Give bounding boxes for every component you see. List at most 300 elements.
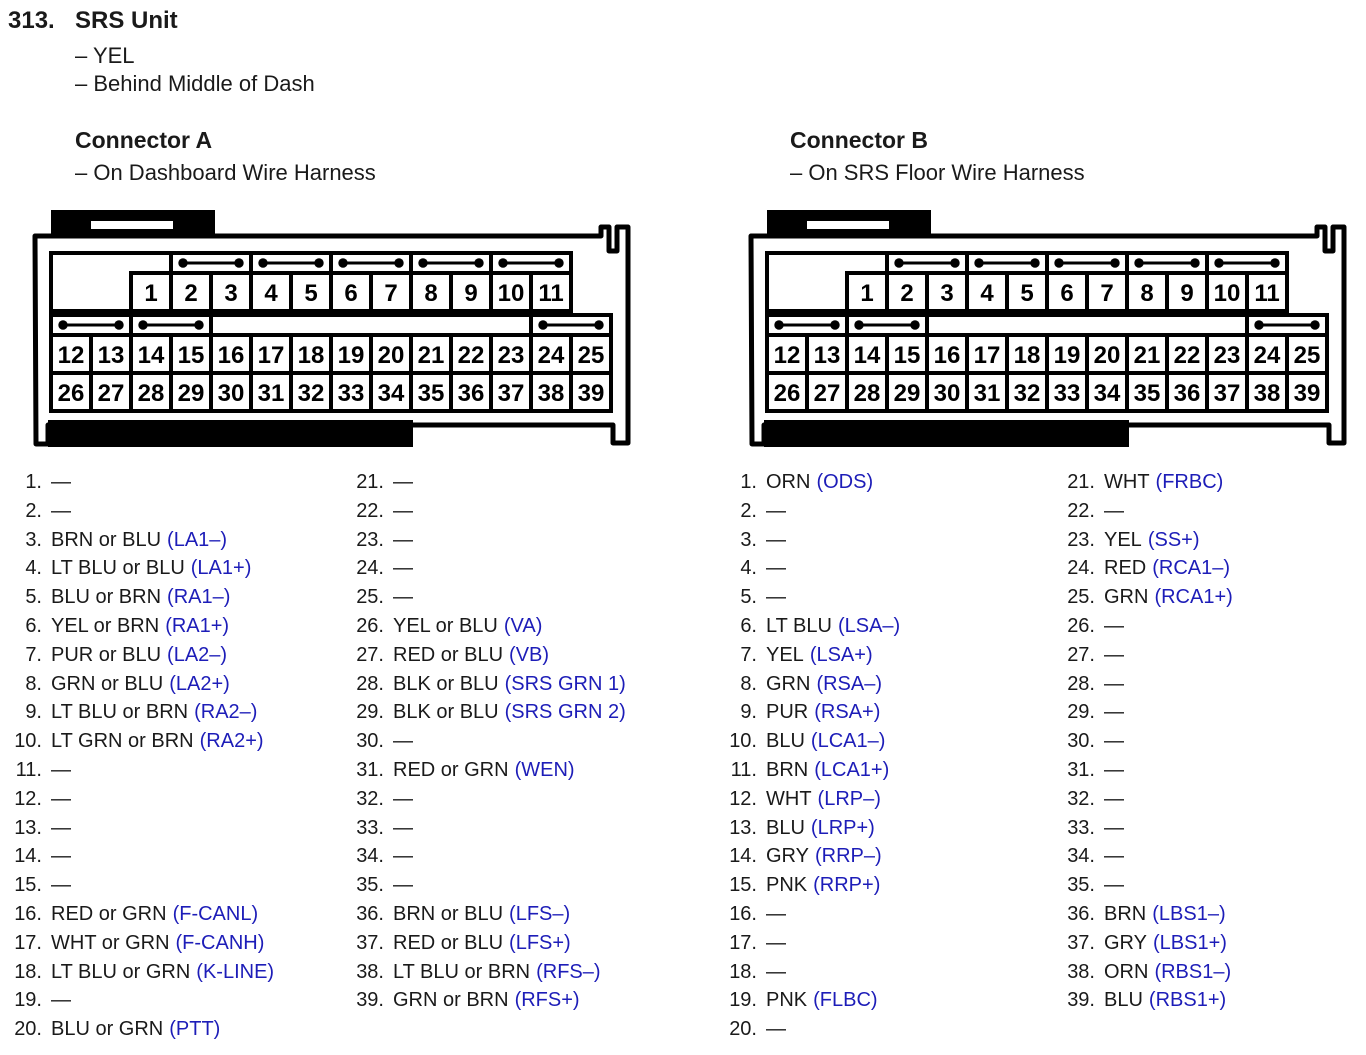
pin-wire-color: — (766, 1018, 786, 1041)
pin-row (4, 698, 339, 727)
connector-a-pin-list-right (346, 468, 681, 1015)
jumper-dot (1270, 258, 1279, 267)
connector-b-heading: Connector B (790, 127, 928, 153)
pin-wire-color: WHT (1104, 471, 1150, 493)
pin-number: 26. (356, 614, 384, 637)
pin-description (766, 814, 875, 843)
pin-cell-label: 16 (933, 342, 961, 369)
pin-number: 3. (740, 528, 757, 551)
pin-cell-label: 6 (344, 280, 358, 307)
pin-description (51, 554, 251, 583)
pin-cell-label: 24 (1253, 342, 1281, 369)
pin-cell-label: 32 (297, 380, 325, 407)
pin-number: 7. (25, 643, 42, 666)
pin-description (766, 698, 880, 727)
jumper-dot (894, 258, 903, 267)
pin-row (719, 958, 1054, 987)
pin-wire-color: — (51, 845, 71, 868)
item-number: 313. (8, 7, 55, 34)
pin-wire-color: BRN or BLU (51, 528, 162, 551)
pin-row (1057, 814, 1366, 843)
pin-row (1057, 727, 1366, 756)
pin-cell-label: 10 (497, 280, 525, 307)
jumper-dot (1214, 258, 1223, 267)
pin-number: 24. (356, 557, 384, 580)
pin-row (4, 986, 339, 1015)
pin-description (766, 871, 880, 900)
pin-row (719, 698, 1054, 727)
pin-description (1104, 612, 1130, 641)
pin-description (51, 756, 77, 785)
pin-wire-color: — (766, 960, 786, 983)
pin-cell-label: 27 (813, 380, 841, 407)
pin-signal-name: (LCA1+) (814, 758, 890, 781)
pin-number: 10. (729, 730, 757, 753)
jumper-dot (498, 258, 507, 267)
pin-number: 31. (1067, 758, 1095, 781)
pin-cell-label: 37 (1213, 380, 1241, 407)
pin-number: 6. (25, 614, 42, 637)
pin-number: 1. (25, 471, 42, 493)
pin-wire-color: RED or BLU (393, 931, 504, 954)
pin-number: 14. (729, 845, 757, 868)
pin-number: 8. (25, 672, 42, 695)
pin-wire-color: GRY (766, 845, 809, 868)
pin-description (1104, 698, 1130, 727)
pin-row (1057, 468, 1366, 497)
pin-wire-color: GRN or BRN (393, 989, 509, 1012)
pin-number: 30. (356, 730, 384, 753)
pin-number: 15. (14, 874, 42, 897)
pin-wire-color: BLK or BLU (393, 701, 499, 724)
pin-number: 16. (729, 902, 757, 925)
pin-number: 21. (356, 471, 384, 493)
pin-description (51, 727, 264, 756)
pin-row (719, 612, 1054, 641)
pin-wire-color: — (51, 471, 71, 493)
pin-signal-name: (LFS–) (509, 902, 571, 925)
pin-row (4, 526, 339, 555)
jumper-dot (138, 320, 147, 329)
pin-row (4, 900, 339, 929)
pin-description (51, 900, 258, 929)
pin-cell-label: 36 (1173, 380, 1201, 407)
pin-description (1104, 785, 1130, 814)
pin-description (766, 842, 882, 871)
pin-number: 23. (1067, 528, 1095, 551)
pin-number: 36. (1067, 902, 1095, 925)
pin-cell-label: 29 (177, 380, 205, 407)
pin-row (1057, 986, 1366, 1015)
pin-number: 23. (356, 528, 384, 551)
pin-number: 20. (729, 1018, 757, 1041)
pin-description (393, 583, 419, 612)
pin-description (393, 958, 601, 987)
pin-signal-name: (VB) (509, 643, 550, 666)
pin-row (719, 641, 1054, 670)
pin-signal-name: (RA1–) (167, 586, 231, 609)
pin-row (346, 871, 681, 900)
pin-number: 9. (740, 701, 757, 724)
pin-cell-label: 4 (264, 280, 278, 307)
pin-wire-color: — (1104, 730, 1124, 753)
pin-description (1104, 871, 1130, 900)
jumper-dot (950, 258, 959, 267)
jumper-dot (830, 320, 839, 329)
pin-row (719, 468, 1054, 497)
pin-signal-name: (LA2+) (169, 672, 230, 695)
pin-wire-color: — (393, 557, 413, 580)
pin-wire-color: GRY (1104, 931, 1147, 954)
jumper-dot (1310, 320, 1319, 329)
pin-description (393, 497, 419, 526)
pin-number: 8. (740, 672, 757, 695)
pin-signal-name: (SRS GRN 1) (504, 672, 626, 695)
pin-cell-label: 5 (304, 280, 318, 307)
pin-signal-name: (RFS–) (536, 960, 601, 983)
jumper-dot (854, 320, 863, 329)
jumper-dot (1190, 258, 1199, 267)
pin-signal-name: (RBS1–) (1154, 960, 1232, 983)
pin-wire-color: BLU (1104, 989, 1143, 1012)
pin-cell-label: 7 (384, 280, 398, 307)
pin-cell-label: 36 (457, 380, 485, 407)
pin-cell-label: 12 (773, 342, 801, 369)
pin-number: 6. (740, 614, 757, 637)
pin-cell-label: 17 (973, 342, 1001, 369)
pin-wire-color: — (393, 471, 413, 493)
pin-number: 26. (1067, 614, 1095, 637)
pin-signal-name: (RFS+) (514, 989, 580, 1012)
pin-number: 28. (356, 672, 384, 695)
pin-number: 32. (1067, 787, 1095, 810)
pin-wire-color: PUR or BLU (51, 643, 162, 666)
pin-number: 38. (1067, 960, 1095, 983)
pin-row (4, 727, 339, 756)
pin-row (346, 785, 681, 814)
pin-wire-color: — (766, 902, 786, 925)
pin-cell-label: 16 (217, 342, 245, 369)
pin-description (51, 583, 230, 612)
pin-wire-color: — (766, 557, 786, 580)
pin-signal-name: (RA2–) (194, 701, 258, 724)
mount-tab-slot (91, 221, 173, 229)
pin-number: 31. (356, 758, 384, 781)
pin-description (51, 986, 77, 1015)
pin-description (393, 468, 419, 497)
jumper-dot (474, 258, 483, 267)
pin-cell-label: 32 (1013, 380, 1041, 407)
pin-row (346, 727, 681, 756)
pin-row (719, 986, 1054, 1015)
pin-description (51, 670, 230, 699)
jumper-dot (418, 258, 427, 267)
pin-signal-name: (SRS GRN 2) (504, 701, 626, 724)
pin-description (393, 554, 419, 583)
pin-number: 34. (356, 845, 384, 868)
bottom-tab (48, 420, 413, 447)
pin-wire-color: — (1104, 614, 1124, 637)
pin-cell-label: 19 (1053, 342, 1081, 369)
pin-description (393, 814, 419, 843)
pin-number: 22. (1067, 499, 1095, 522)
pin-wire-color: — (766, 931, 786, 954)
pin-row (346, 900, 681, 929)
pin-row (346, 641, 681, 670)
pin-cell-label: 25 (577, 342, 605, 369)
jumper-dot (58, 320, 67, 329)
pin-number: 17. (14, 931, 42, 954)
pin-number: 12. (729, 787, 757, 810)
pin-signal-name: (RRP–) (814, 845, 882, 868)
pin-signal-name: (WEN) (514, 758, 575, 781)
pin-signal-name: (RA2+) (199, 730, 264, 753)
pin-wire-color: YEL or BRN (51, 614, 160, 637)
pin-wire-color: BLK or BLU (393, 672, 499, 695)
connector-a-heading: Connector A (75, 127, 213, 153)
jumper-dot (910, 320, 919, 329)
pin-cell-label: 35 (1133, 380, 1161, 407)
pin-cell-label: 30 (217, 380, 245, 407)
pin-row (4, 842, 339, 871)
pin-number: 12. (14, 787, 42, 810)
pin-number: 34. (1067, 845, 1095, 868)
pin-number: 30. (1067, 730, 1095, 753)
pin-signal-name: (RCA1–) (1152, 557, 1231, 580)
pin-row (1057, 670, 1366, 699)
pin-number: 17. (729, 931, 757, 954)
pin-row (346, 612, 681, 641)
pin-description (51, 814, 77, 843)
pin-row (1057, 958, 1366, 987)
pin-description (393, 756, 575, 785)
pin-number: 18. (14, 960, 42, 983)
pin-row (719, 871, 1054, 900)
pin-description (766, 756, 889, 785)
pin-wire-color: YEL (766, 643, 804, 666)
pin-cell-label: 28 (137, 380, 165, 407)
pin-cell-label: 9 (464, 280, 478, 307)
connector-b-subheading: – On SRS Floor Wire Harness (790, 160, 1085, 185)
pin-signal-name: (LRP–) (817, 787, 881, 810)
pin-row (4, 814, 339, 843)
pin-description (1104, 526, 1200, 555)
pin-row (719, 929, 1054, 958)
pin-row (346, 554, 681, 583)
pin-description (766, 612, 900, 641)
pin-description (766, 727, 885, 756)
pin-wire-color: — (1104, 787, 1124, 810)
pin-description (766, 1015, 792, 1044)
pin-wire-color: BLU (766, 816, 805, 839)
pin-description (1104, 842, 1130, 871)
pin-number: 15. (729, 874, 757, 897)
jumper-dot (774, 320, 783, 329)
pin-wire-color: — (51, 989, 71, 1012)
pin-row (1057, 871, 1366, 900)
pin-description (51, 842, 77, 871)
pin-description (51, 612, 229, 641)
pin-description (766, 641, 873, 670)
pin-wire-color: — (766, 499, 786, 522)
pin-wire-color: RED or GRN (51, 902, 167, 925)
pin-wire-color: — (51, 874, 71, 897)
pin-description (51, 785, 77, 814)
pin-row (346, 497, 681, 526)
pin-row (4, 583, 339, 612)
pin-description (766, 929, 792, 958)
pin-row (4, 929, 339, 958)
jumper-dot (114, 320, 123, 329)
pin-row (719, 497, 1054, 526)
jumper-dot (974, 258, 983, 267)
pin-wire-color: — (393, 730, 413, 753)
pin-cell-label: 28 (853, 380, 881, 407)
pin-row (4, 670, 339, 699)
connector-b-diagram (743, 208, 1353, 450)
pin-row (719, 526, 1054, 555)
pin-row (1057, 698, 1366, 727)
pin-wire-color: — (393, 528, 413, 551)
pin-cell-label: 18 (1013, 342, 1041, 369)
pin-description (51, 1015, 220, 1044)
pin-wire-color: PNK (766, 989, 808, 1012)
pin-wire-color: — (766, 528, 786, 551)
pin-number: 37. (356, 931, 384, 954)
pin-cell-label: 22 (1173, 342, 1201, 369)
pin-wire-color: — (1104, 701, 1124, 724)
pin-wire-color: — (393, 874, 413, 897)
pin-row (719, 583, 1054, 612)
pin-cell-label: 14 (137, 342, 165, 369)
pin-number: 33. (1067, 816, 1095, 839)
jumper-dot (1110, 258, 1119, 267)
pin-row (719, 1015, 1054, 1044)
pin-wire-color: YEL (1104, 528, 1142, 551)
pin-cell-label: 13 (97, 342, 125, 369)
pin-cell-label: 1 (860, 280, 874, 307)
pin-wire-color: BLU or GRN (51, 1018, 164, 1041)
pin-wire-color: BLU (766, 730, 805, 753)
pin-cell-label: 5 (1020, 280, 1034, 307)
pin-wire-color: — (51, 816, 71, 839)
pin-wire-color: — (1104, 874, 1124, 897)
pin-cell-label: 39 (577, 380, 605, 407)
pin-wire-color: RED or BLU (393, 643, 504, 666)
pin-wire-color: GRN (766, 672, 811, 695)
pin-row (346, 958, 681, 987)
pin-cell-label: 15 (177, 342, 205, 369)
pin-number: 9. (25, 701, 42, 724)
pin-number: 2. (740, 499, 757, 522)
pin-row (346, 526, 681, 555)
pin-number: 25. (1067, 586, 1095, 609)
pin-number: 32. (356, 787, 384, 810)
pin-signal-name: (RCA1+) (1154, 586, 1233, 609)
pin-cell-label: 38 (537, 380, 565, 407)
pin-signal-name: (VA) (503, 614, 543, 637)
pin-cell-label: 6 (1060, 280, 1074, 307)
pin-number: 1. (740, 471, 757, 493)
pin-cell-label: 8 (424, 280, 438, 307)
pin-row (1057, 756, 1366, 785)
pin-description (51, 958, 274, 987)
pin-signal-name: (LCA1–) (810, 730, 886, 753)
connector-b-pin-list-left (719, 468, 1054, 1044)
pin-number: 27. (1067, 643, 1095, 666)
pin-cell-label: 12 (57, 342, 85, 369)
pin-row (4, 641, 339, 670)
pin-signal-name: (K-LINE) (196, 960, 275, 983)
pin-description (51, 526, 227, 555)
pin-cell-label: 33 (1053, 380, 1081, 407)
pin-wire-color: — (1104, 758, 1124, 781)
pin-cell-label: 3 (940, 280, 954, 307)
pin-description (1104, 958, 1231, 987)
pin-number: 13. (729, 816, 757, 839)
pin-row (719, 756, 1054, 785)
pin-cell-label: 31 (257, 380, 285, 407)
pin-row (346, 468, 681, 497)
pin-signal-name: (RBS1+) (1148, 989, 1227, 1012)
pin-number: 22. (356, 499, 384, 522)
pin-cell-label: 31 (973, 380, 1001, 407)
pin-cell-label: 13 (813, 342, 841, 369)
pin-cell-label: 11 (1254, 280, 1280, 307)
pin-row (4, 785, 339, 814)
connector-a-diagram (27, 208, 637, 450)
pin-signal-name: (RA1+) (165, 614, 230, 637)
pin-signal-name: (LSA+) (809, 643, 873, 666)
pin-number: 11. (730, 758, 757, 781)
pin-description (1104, 554, 1230, 583)
pin-number: 4. (25, 557, 42, 580)
pin-row (1057, 785, 1366, 814)
pin-row (1057, 612, 1366, 641)
pin-cell-label: 34 (377, 380, 405, 407)
pin-wire-color: — (1104, 643, 1124, 666)
pin-signal-name: (FLBC) (813, 989, 878, 1012)
pin-cell-label: 1 (144, 280, 158, 307)
pin-wire-color: — (1104, 672, 1124, 695)
blank-strip (211, 315, 531, 335)
pin-cell-label: 27 (97, 380, 125, 407)
pin-description (766, 583, 792, 612)
pin-wire-color: — (766, 586, 786, 609)
pin-row (719, 785, 1054, 814)
jumper-dot (314, 258, 323, 267)
pin-cell-label: 18 (297, 342, 325, 369)
pin-number: 5. (740, 586, 757, 609)
pin-signal-name: (LBS1+) (1152, 931, 1227, 954)
pin-wire-color: ORN (766, 471, 811, 493)
pin-row (346, 929, 681, 958)
pin-number: 5. (25, 586, 42, 609)
pin-description (51, 871, 77, 900)
pin-signal-name: (RSA–) (816, 672, 883, 695)
pin-row (346, 842, 681, 871)
pin-wire-color: — (393, 499, 413, 522)
pin-number: 14. (14, 845, 42, 868)
jumper-dot (394, 258, 403, 267)
pin-description (766, 554, 792, 583)
pin-signal-name: (F-CANL) (172, 902, 259, 925)
pin-signal-name: (LFS+) (509, 931, 571, 954)
pin-description (1104, 929, 1227, 958)
pin-description (1104, 900, 1226, 929)
pin-cell-label: 8 (1140, 280, 1154, 307)
pin-cell-label: 23 (497, 342, 525, 369)
